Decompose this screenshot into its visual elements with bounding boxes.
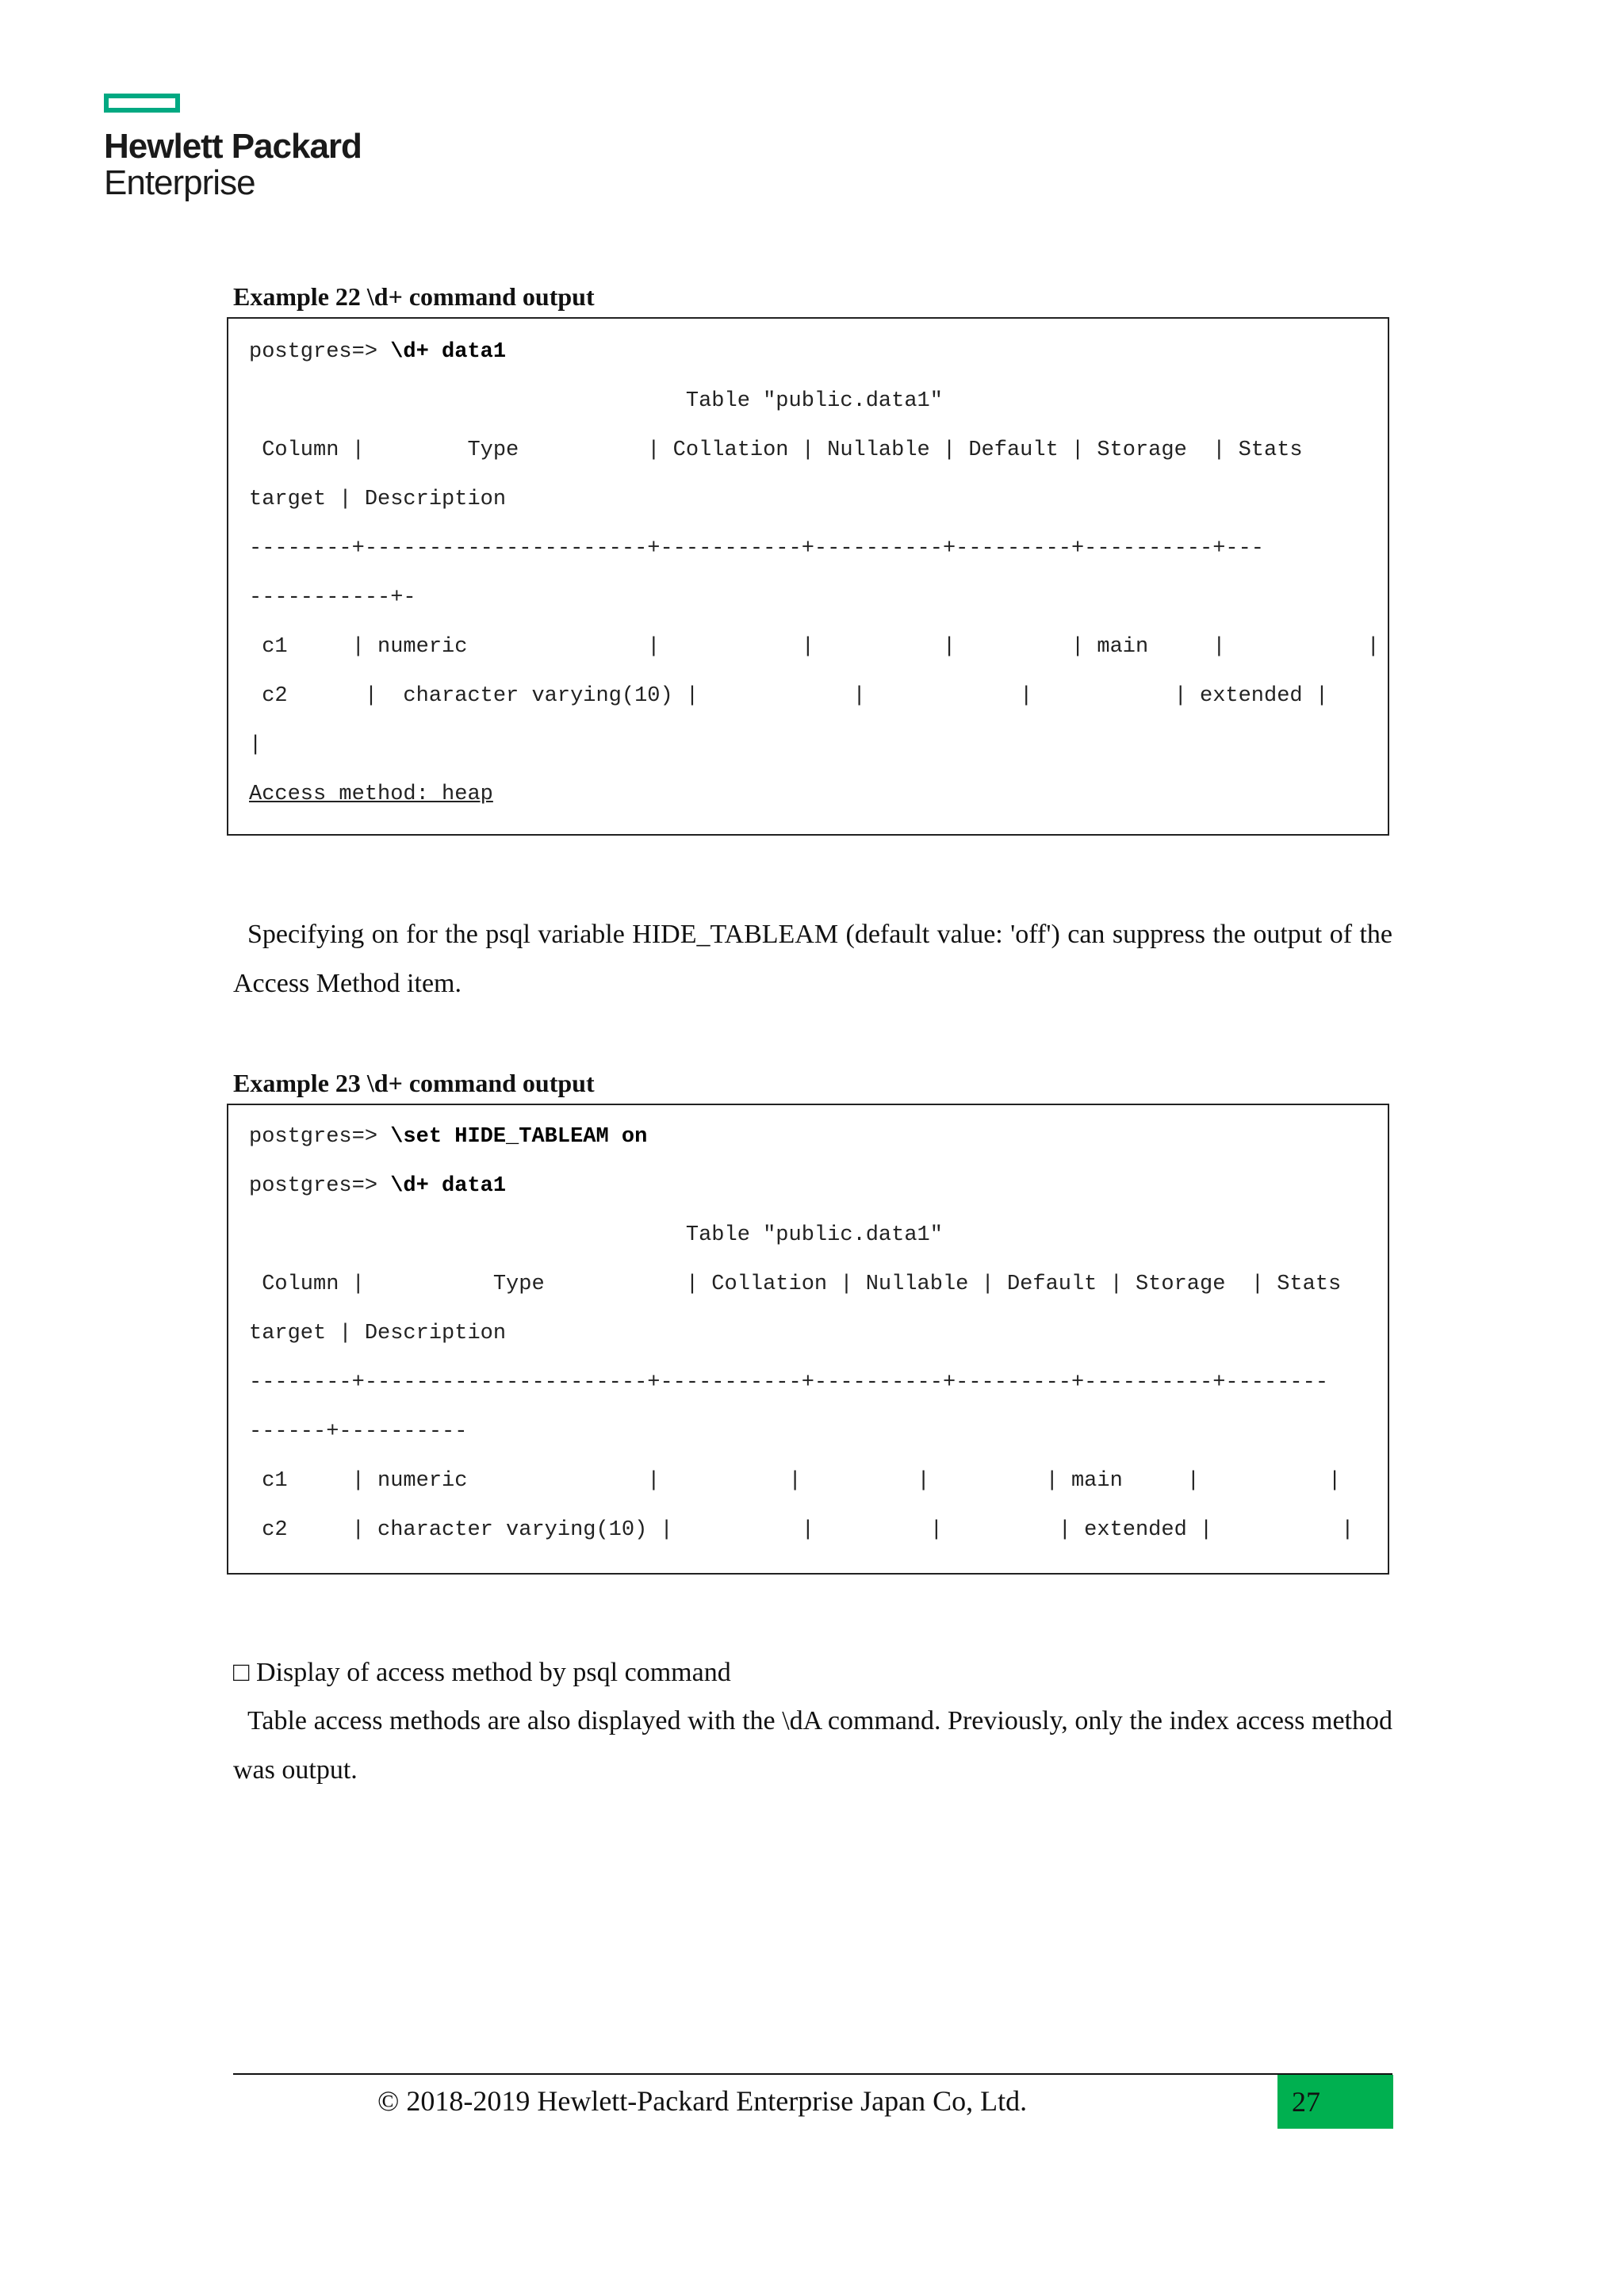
code-line: c1 | numeric | | | | main | | — [249, 1469, 1342, 1493]
code-line: Column | Type | Collation | Nullable | Default | Storage | Stats — [249, 1272, 1342, 1296]
command: \d+ data1 — [390, 340, 507, 364]
code-line-prompt — [249, 1124, 647, 1150]
section-paragraph — [233, 1697, 1392, 1795]
example-22-code-box — [227, 317, 1389, 836]
example-23-caption: Example 23 \d+ command output — [233, 1069, 595, 1097]
code-line: target | Description — [249, 1322, 507, 1345]
prompt: postgres=> — [249, 340, 391, 364]
page-number: 27 — [1292, 2086, 1320, 2118]
paragraph-text: Specifying on for the psql variable HIDE_TABLEAM (default value: 'off') can suppress the output of the Access Method item. — [233, 920, 1392, 998]
code-line: Table "public.data1" — [249, 1223, 943, 1247]
logo-text-line2: Enterprise — [104, 163, 255, 202]
access-method-line: Access method: heap — [249, 783, 493, 806]
code-line: --------+----------------------+-----------+----------+---------+----------+-------- — [249, 1371, 1329, 1395]
code-line: Column | Type | Collation | Nullable | Default | Storage | Stats — [249, 438, 1303, 462]
code-line: target | Description — [249, 488, 507, 511]
prompt: postgres=> — [249, 1125, 391, 1149]
command: \d+ data1 — [390, 1174, 507, 1198]
code-line: c2 | character varying(10) | | | | extended | | — [249, 1518, 1354, 1542]
example-23-code-box — [227, 1104, 1389, 1575]
footer-copyright: © 2018-2019 Hewlett-Packard Enterprise Japan Co, Ltd. — [377, 2085, 1028, 2117]
example-22-caption: Example 22 \d+ command output — [233, 282, 595, 311]
logo-text-line1: Hewlett Packard — [104, 127, 362, 166]
prompt: postgres=> — [249, 1174, 391, 1198]
hpe-logo — [104, 94, 362, 201]
code-line: -----------+- — [249, 586, 416, 610]
command: \set HIDE_TABLEAM on — [390, 1125, 648, 1149]
page-number-box — [1277, 2075, 1393, 2129]
code-line: c1 | numeric | | | | main | | — [249, 635, 1380, 659]
code-line: | — [249, 733, 262, 757]
section-text: Table access methods are also displayed with the \dA command. Previously, only the index access method was output. — [233, 1706, 1392, 1785]
code-line-prompt — [249, 339, 506, 365]
code-line: Table "public.data1" — [249, 389, 943, 413]
footer-divider — [233, 2073, 1392, 2075]
code-line-prompt — [249, 1173, 506, 1199]
paragraph-hide-tableam — [233, 910, 1392, 1008]
code-line: ------+---------- — [249, 1420, 468, 1444]
logo-rectangle-icon — [104, 94, 180, 113]
section-heading: □ Display of access method by psql command — [233, 1658, 731, 1687]
code-line: c2 | character varying(10) | | | | extended | — [249, 684, 1329, 708]
code-line: --------+----------------------+-----------+----------+---------+----------+--- — [249, 537, 1265, 561]
